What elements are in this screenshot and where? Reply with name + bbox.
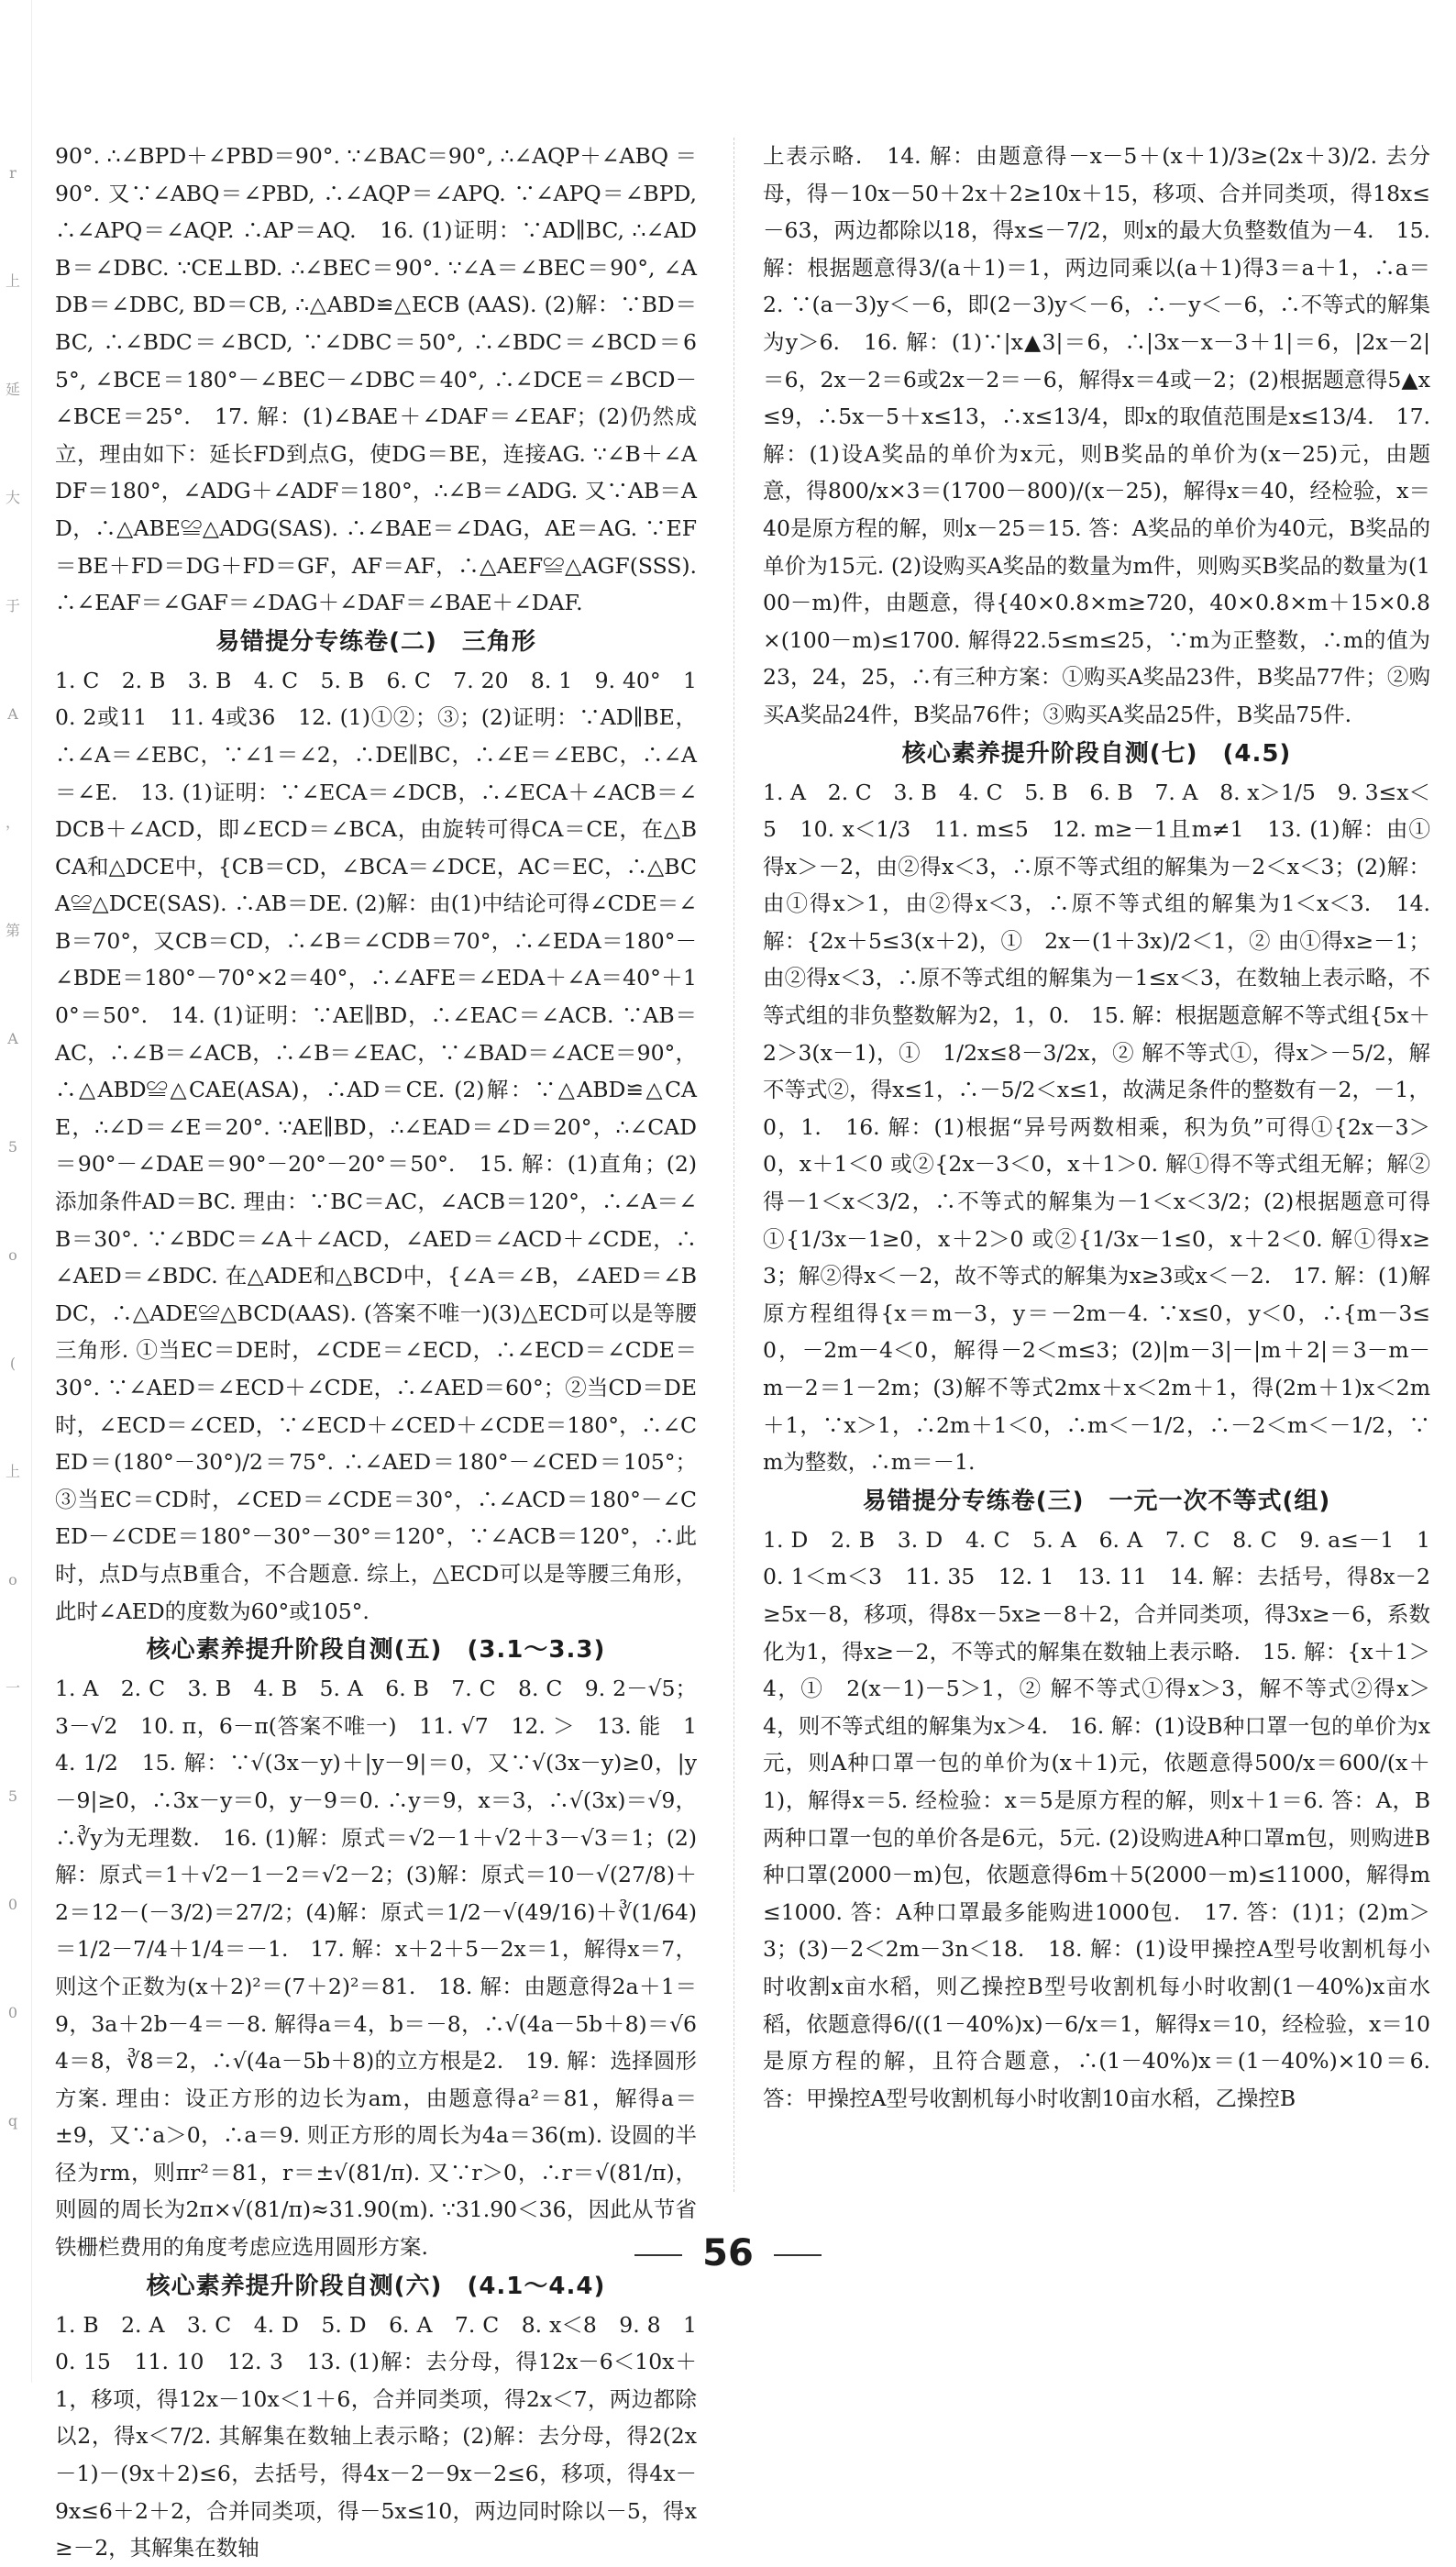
gutter-mark: 5: [7, 1787, 18, 1805]
right-column: [763, 138, 1430, 2117]
answer-paragraph: 1. C 2. B 3. B 4. C 5. B 6. C 7. 20 8. 1 9. 40° 10. 2或11 11. 4或36 12. (1)①②；③；(2)证明：∵AD∥BE，∴∠A＝∠EBC，∵∠1＝∠2，∴DE∥BC，∴∠E＝∠EBC，∴∠A＝∠E. 13. (1)证明：∵∠ECA＝∠DCB，∴∠ECA＋∠ACB＝∠DCB＋∠ACD，即∠ECD＝∠BCA，由旋转可得CA＝CE，在△BCA和△DCE中，{CB＝CD，∠BCA＝∠DCE，AC＝EC，∴△BCA≌△DCE(SAS). ∴AB＝DE. (2)解：由(1)中结论可得∠CDE＝∠B＝70°，又CB＝CD，∴∠B＝∠CDB＝70°，∴∠EDA＝180°－∠BDE＝180°－70°×2＝40°，∴∠AFE＝∠EDA＋∠A＝40°＋10°＝50°. 14. (1)证明：∵AE∥BD，∴∠EAC＝∠ACB. ∵AB＝AC，∴∠B＝∠ACB，∴∠B＝∠EAC，∵∠BAD＝∠ACE＝90°，∴△ABD≌△CAE(ASA)，∴AD＝CE. (2)解：∵△ABD≌△CAE，∴∠D＝∠E＝20°. ∵AE∥BD，∴∠EAD＝∠D＝20°，∴∠CAD＝90°－∠DAE＝90°－20°－20°＝50°. 15. 解：(1)直角；(2)添加条件AD＝BC. 理由：∵BC＝AC，∠ACB＝120°，∴∠A＝∠B＝30°. ∵∠BDC＝∠A＋∠ACD，∠AED＝∠ACD＋∠CDE，∴∠AED＝∠BDC. 在△ADE和△BCD中，{∠A＝∠B，∠AED＝∠BDC，∴△ADE≌△BCD(AAS). (答案不唯一)(3)△ECD可以是等腰三角形. ①当EC＝DE时，∠CDE＝∠ECD，∴∠ECD＝∠CDE＝30°. ∵∠AED＝∠ECD＋∠CDE，∴∠AED＝60°；②当CD＝DE时，∠ECD＝∠CED，∵∠ECD＋∠CED＋∠CDE＝180°，∴∠CED＝(180°－30°)/2＝75°. ∴∠AED＝180°－∠CED＝105°；③当EC＝CD时，∠CED＝∠CDE＝30°，∴∠ACD＝180°－∠CED－∠CDE＝180°－30°－30°＝120°，∵∠ACB＝120°，∴此时，点D与点B重合，不合题意. 综上，△ECD可以是等腰三角形，此时∠AED的度数为60°或105°.: [55, 667, 697, 1624]
answer-paragraph: 上表示略. 14. 解：由题意得－x－5＋(x＋1)/3≥(2x＋3)/2. 去分母，得－10x－50＋2x＋2≥10x＋15，移项、合并同类项，得18x≤－63，两边都除以18，得x≤－7/2，则x的最大负整数值为－4. 15. 解：根据题意得3/(a＋1)＝1，两边同乘以(a＋1)得3＝a＋1，∴a＝2. ∵(a－3)y＜－6，即(2－3)y＜－6，∴－y＜－6，∴不等式的解集为y＞6. 16. 解：(1)∵|x▲3|＝6，∴|3x－x－3＋1|＝6，|2x－2|＝6，2x－2＝6或2x－2＝－6，解得x＝4或－2；(2)根据题意得5▲x≤9，∴5x－5＋x≤13，∴x≤13/4，即x的取值范围是x≤13/4. 17. 解：(1)设A奖品的单价为x元，则B奖品的单价为(x－25)元，由题意，得800/x×3＝(1700－800)/(x－25)，解得x＝40，经检验，x＝40是原方程的解，则x－25＝15. 答：A奖品的单价为40元，B奖品的单价为15元. (2)设购买A奖品的数量为m件，则购买B奖品的数量为(100－m)件，由题意，得{40×0.8×m≥720，40×0.8×m＋15×0.8×(100－m)≤1700. 解得22.5≤m≤25，∵m为正整数，∴m的值为23，24，25，∴有三种方案：①购买A奖品23件，B奖品77件；②购买A奖品24件，B奖品76件；③购买A奖品25件，B奖品75件.: [763, 143, 1430, 727]
gutter-mark: 于: [6, 597, 21, 614]
gutter-mark: o: [8, 1571, 17, 1588]
page-number: [0, 2232, 1456, 2274]
gutter-mark: 0: [7, 2004, 18, 2021]
page-number-dash-right: [774, 2254, 822, 2256]
left-column: [55, 138, 697, 2567]
gutter-mark: 上: [6, 272, 21, 290]
page-number-dash-left: [634, 2254, 682, 2256]
gutter-mark: ，: [6, 813, 21, 831]
answer-paragraph: 1. B 2. A 3. C 4. D 5. D 6. A 7. C 8. x＜8 9. 8 10. 15 11. 10 12. 3 13. (1)解：去分母，得12x－6＜10x＋1，移项，得12x－10x＜1＋6，合并同类项，得2x＜7，两边都除以2，得x＜7/2. 其解集在数轴上表示略；(2)解：去分母，得2(2x－1)－(9x＋2)≤6，去括号，得4x－2－9x－2≤6，移项，得4x－9x≤6＋2＋2，合并同类项，得－5x≤10，两边同时除以－5，得x≥－2，其解集在数轴: [55, 2311, 697, 2561]
page-number-text: 56: [702, 2232, 754, 2274]
gutter-mark: 大: [6, 489, 21, 506]
section-heading: 核心素养提升阶段自测(六) (4.1～4.4): [146, 2272, 606, 2300]
gutter-mark: 延: [6, 381, 21, 398]
gutter-mark: o: [8, 1246, 17, 1264]
gutter-mark: 5: [7, 1138, 18, 1156]
gutter-mark: 一: [6, 1679, 21, 1697]
section-heading: 核心素养提升阶段自测(五) (3.1～3.3): [146, 1636, 606, 1665]
answer-paragraph: 1. A 2. C 3. B 4. B 5. A 6. B 7. C 8. C 9. 2－√5；3－√2 10. π，6－π(答案不唯一) 11. √7 12. ＞ 13. 能 14. 1/2 15. 解：∵√(3x－y)＋|y－9|＝0，又∵√(3x－y)≥0，|y－9|≥0，∴3x－y＝0，y－9＝0. ∴y＝9，x＝3，∴√(3x)＝√9，∴∛y为无理数. 16. (1)解：原式＝√2－1＋√2＋3－√3＝1；(2)解：原式＝1＋√2－1－2＝√2－2；(3)解：原式＝10－√(27/8)＋2＝12－(－3/2)＝27/2；(4)解：原式＝1/2－√(49/16)＋∛(1/64)＝1/2－7/4＋1/4＝－1. 17. 解：x＋2＋5－2x＝1，解得x＝7，则这个正数为(x＋2)²＝(7＋2)²＝81. 18. 解：由题意得2a＋1＝9，3a＋2b－4＝－8. 解得a＝4，b＝－8，∴√(4a－5b＋8)＝√64＝8，∛8＝2，∴√(4a－5b＋8)的立方根是2. 19. 解：选择圆形方案. 理由：设正方形的边长为am，由题意得a²＝81，解得a＝±9，又∵a＞0，∴a＝9. 则正方形的周长为4a＝36(m). 设圆的半径为rm，则πr²＝81，r＝±√(81/π). 又∵r＞0，∴r＝√(81/π)，则圆的周长为2π×√(81/π)≈31.90(m). ∵31.90＜36，因此从节省铁栅栏费用的角度考虑应选用圆形方案.: [55, 1676, 697, 2261]
gutter-mark: A: [7, 1030, 18, 1047]
gutter-mark: 0: [7, 1896, 18, 1913]
section-heading: 易错提分专练卷(二) 三角形: [215, 627, 536, 656]
gutter-mark: r: [9, 164, 17, 182]
gutter-mark: 上: [6, 1463, 21, 1480]
answer-paragraph: 90°. ∴∠BPD＋∠PBD＝90°. ∵∠BAC＝90°, ∴∠AQP＋∠ABQ ＝90°. 又∵∠ABQ＝∠PBD, ∴∠AQP＝∠APQ. ∵∠APQ＝∠BPD, ∴∠APQ＝∠AQP. ∴AP＝AQ. 16. (1)证明：∵AD∥BC, ∴∠ADB＝∠DBC. ∵CE⊥BD. ∴∠BEC＝90°. ∵∠A＝∠BEC＝90°, ∠ADB＝∠DBC, BD＝CB, ∴△ABD≌△ECB (AAS). (2)解：∵BD＝BC, ∴∠BDC＝∠BCD, ∵∠DBC＝50°, ∴∠BDC＝∠BCD＝65°, ∠BCE＝180°－∠BEC－∠DBC＝40°, ∴∠DCE＝∠BCD－∠BCE＝25°. 17. 解：(1)∠BAE＋∠DAF＝∠EAF；(2)仍然成立，理由如下：延长FD到点G，使DG＝BE，连接AG. ∵∠B＋∠ADF＝180°，∠ADG＋∠ADF＝180°，∴∠B＝∠ADG. 又∵AB＝AD，∴△ABE≌△ADG(SAS). ∴∠BAE＝∠DAG，AE＝AG. ∵EF＝BE＋FD＝DG＋FD＝GF，AF＝AF，∴△AEF≌△AGF(SSS). ∴∠EAF＝∠GAF＝∠DAG＋∠DAF＝∠BAE＋∠DAF.: [55, 143, 697, 616]
binding-gutter: [0, 0, 32, 2383]
gutter-mark: A: [7, 705, 18, 723]
gutter-mark: (: [9, 1355, 17, 1372]
gutter-mark: q: [7, 2112, 18, 2130]
answer-paragraph: 1. A 2. C 3. B 4. C 5. B 6. B 7. A 8. x＞1/5 9. 3≤x＜5 10. x＜1/3 11. m≤5 12. m≥－1且m≠1 13. (1)解：由①得x＞－2，由②得x＜3，∴原不等式组的解集为－2＜x＜3；(2)解：由①得x＞1，由②得x＜3，∴原不等式组的解集为1＜x＜3. 14. 解：{2x＋5≤3(x＋2)，① 2x－(1＋3x)/2＜1，② 由①得x≥－1；由②得x＜3，∴原不等式组的解集为－1≤x＜3，在数轴上表示略，不等式组的非负整数解为2，1，0. 15. 解：根据题意解不等式组{5x＋2＞3(x－1)，① 1/2x≤8－3/2x，② 解不等式①，得x＞－5/2，解不等式②，得x≤1，∴－5/2＜x≤1，故满足条件的整数有－2，－1，0，1. 16. 解：(1)根据“异号两数相乘，积为负”可得①{2x－3＞0，x＋1＜0 或②{2x－3＜0，x＋1＞0. 解①得不等式组无解；解②得－1＜x＜3/2，∴不等式的解集为－1＜x＜3/2；(2)根据题意可得①{1/3x－1≥0，x＋2＞0 或②{1/3x－1≤0，x＋2＜0. 解①得x≥3；解②得x＜－2，故不等式的解集为x≥3或x＜－2. 17. 解：(1)解原方程组得{x＝m－3，y＝－2m－4. ∵x≤0，y＜0，∴{m－3≤0，－2m－4＜0，解得－2＜m≤3；(2)|m－3|－|m＋2|＝3－m－m－2＝1－2m；(3)解不等式2mx＋x＜2m＋1，得(2m＋1)x＜2m＋1，∵x＞1，∴2m＋1＜0，∴m＜－1/2，∴－2＜m＜－1/2，∵m为整数，∴m＝－1.: [763, 779, 1430, 1476]
answer-paragraph: 1. D 2. B 3. D 4. C 5. A 6. A 7. C 8. C 9. a≤－1 10. 1＜m＜3 11. 35 12. 1 13. 11 14. 解：去括号，得8x－2≥5x－8，移项，得8x－5x≥－8＋2，合并同类项，得3x≥－6，系数化为1，得x≥－2，不等式的解集在数轴上表示略. 15. 解：{x＋1＞4，① 2(x－1)－5＞1，② 解不等式①得x＞3，解不等式②得x＞4，则不等式组的解集为x＞4. 16. 解：(1)设B种口罩一包的单价为x元，则A种口罩一包的单价为(x＋1)元，依题意得500/x＝600/(x＋1)，解得x＝5. 经检验：x＝5是原方程的解，则x＋1＝6. 答：A，B两种口罩一包的单价各是6元，5元. (2)设购进A种口罩m包，则购进B种口罩(2000－m)包，依题意得6m＋5(2000－m)≤11000，解得m≤1000. 答：A种口罩最多能购进1000包. 17. 答：(1)1；(2)m＞3；(3)－2＜2m－3n＜18. 18. 解：(1)设甲操控A型号收割机每小时收割x亩水稻，则乙操控B型号收割机每小时收割(1－40%)x亩水稻，依题意得6/((1－40%)x)－6/x＝1，解得x＝10，经检验，x＝10是原方程的解，且符合题意，∴(1－40%)x＝(1－40%)×10＝6. 答：甲操控A型号收割机每小时收割10亩水稻，乙操控B: [763, 1526, 1430, 2111]
section-heading: 核心素养提升阶段自测(七) (4.5): [901, 739, 1292, 768]
gutter-mark: 第: [6, 922, 21, 939]
section-heading: 易错提分专练卷(三) 一元一次不等式(组): [862, 1487, 1331, 1515]
